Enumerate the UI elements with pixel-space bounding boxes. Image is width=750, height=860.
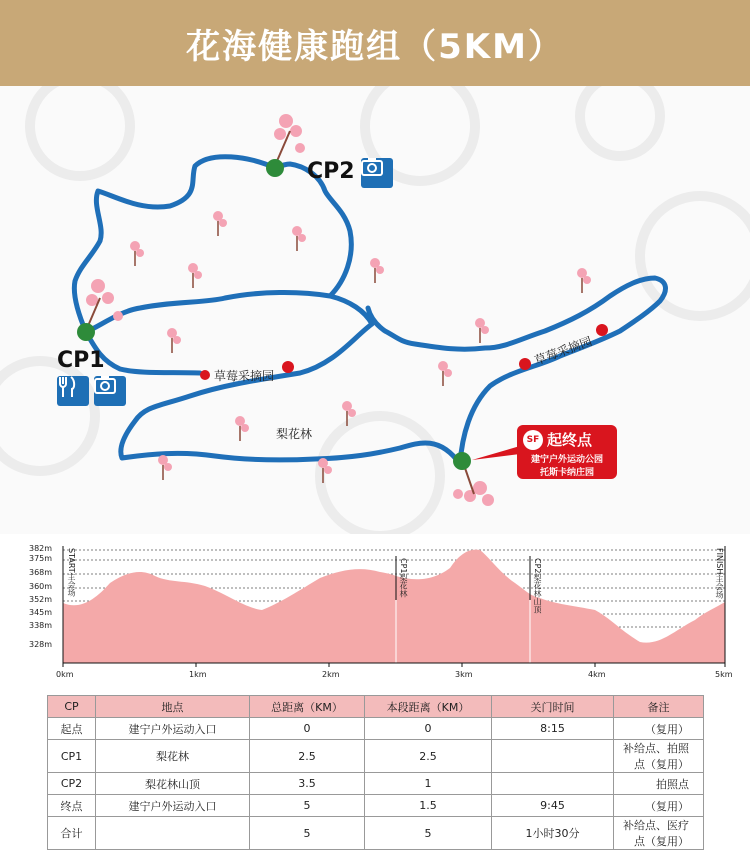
blossom-tree-icon	[188, 263, 202, 288]
strawberry-icon	[596, 324, 608, 336]
blossom-tree-icon	[577, 268, 591, 293]
table-cell: 建宁户外运动入口	[96, 718, 250, 740]
column-header: 关门时间	[492, 696, 614, 718]
route-map-svg	[0, 86, 750, 534]
y-tick-label: 345m	[29, 608, 53, 617]
restaurant-icon	[57, 376, 89, 406]
table-cell: 8:15	[492, 718, 614, 740]
column-header: CP	[48, 696, 96, 718]
strawberry-icon	[519, 358, 531, 370]
table-cell: （复用）	[614, 795, 704, 817]
y-tick-label: 382m	[29, 544, 53, 553]
elevation-svg	[0, 538, 750, 683]
camera-icon	[361, 158, 393, 188]
strawberry-icon	[282, 361, 294, 373]
table-row	[48, 773, 704, 795]
table-cell: 3.5	[250, 773, 365, 795]
route-map	[0, 86, 750, 534]
x-tick-label: 1km	[189, 670, 207, 679]
start-finish-box[interactable]	[517, 425, 617, 479]
blossom-tree-icon	[292, 226, 306, 251]
table-cell: 合计	[48, 817, 96, 850]
blossom-tree-icon	[235, 416, 249, 441]
table-cell: 5	[250, 795, 365, 817]
blossom-tree-icon	[130, 241, 144, 266]
table-cell: 2.5	[250, 740, 365, 773]
table-cell: 9:45	[492, 795, 614, 817]
cp1-marker[interactable]	[77, 323, 95, 341]
table-cell: 补给点、拍照点（复用）	[614, 740, 704, 773]
table-cell: CP2	[48, 773, 96, 795]
start-finish-marker[interactable]	[453, 452, 471, 470]
blossom-tree-icon	[167, 328, 181, 353]
column-header: 本段距离（KM）	[365, 696, 492, 718]
x-tick-label: 2km	[322, 670, 340, 679]
cp1-blossom-icon	[86, 279, 123, 326]
strawberry-garden-label-2: 草莓采摘园	[532, 334, 594, 368]
table-cell: 拍照点	[614, 773, 704, 795]
camera-icon	[94, 376, 126, 406]
blossom-tree-icon	[370, 258, 384, 283]
table-cell	[492, 740, 614, 773]
cp2-label: CP2	[307, 159, 355, 184]
cp2-marker[interactable]	[266, 159, 284, 177]
blossom-tree-icon	[158, 455, 172, 480]
x-tick-label: 0km	[56, 670, 74, 679]
blossom-tree-icon	[438, 361, 452, 386]
sf-title: 起终点	[547, 431, 593, 449]
table-cell: 梨花林山顶	[96, 773, 250, 795]
sf-badge-icon: SF	[523, 430, 543, 450]
column-header: 备注	[614, 696, 704, 718]
background-pattern	[0, 86, 750, 534]
strawberry-garden-label: 草莓采摘园	[214, 369, 275, 383]
cp1-label: CP1	[57, 348, 105, 373]
cp1-elevation-marker: CP1梨花林	[399, 558, 408, 598]
x-tick-label: 3km	[455, 670, 473, 679]
blossom-tree-icon	[213, 211, 227, 236]
table-cell: 5	[365, 817, 492, 850]
sf-blossom-icon	[453, 468, 494, 506]
table-cell: 5	[250, 817, 365, 850]
cp2-blossom-icon	[274, 114, 305, 161]
table-cell: 起点	[48, 718, 96, 740]
table-header-row	[48, 696, 704, 718]
y-tick-label: 328m	[29, 640, 53, 649]
sf-pointer	[472, 446, 520, 460]
table-cell: 补给点、医疗点（复用）	[614, 817, 704, 850]
column-header: 总距离（KM）	[250, 696, 365, 718]
table-cell: CP1	[48, 740, 96, 773]
y-tick-label: 338m	[29, 621, 53, 630]
y-tick-label: 375m	[29, 554, 53, 563]
y-tick-label: 360m	[29, 582, 53, 591]
sf-location-line2: 托斯卡纳庄园	[539, 468, 594, 478]
table-cell: 0	[250, 718, 365, 740]
strawberry-icon	[200, 370, 210, 380]
y-tick-label: 352m	[29, 595, 53, 604]
table-cell: 1.5	[365, 795, 492, 817]
sf-location-line1: 建宁户外运动公园	[530, 455, 603, 465]
table-cell	[492, 773, 614, 795]
page-title: 花海健康跑组（5KM）	[186, 26, 564, 67]
x-tick-label: 5km	[715, 670, 733, 679]
table-row	[48, 817, 704, 850]
table-cell: 1	[365, 773, 492, 795]
title-banner	[0, 0, 750, 86]
cp2-elevation-marker: CP2梨花林山顶	[533, 558, 542, 614]
table-cell: 梨花林	[96, 740, 250, 773]
table-cell: 建宁户外运动入口	[96, 795, 250, 817]
table-row	[48, 718, 704, 740]
table-cell: 终点	[48, 795, 96, 817]
table-cell: （复用）	[614, 718, 704, 740]
table-row	[48, 740, 704, 773]
table-row	[48, 795, 704, 817]
checkpoint-table	[47, 695, 704, 850]
y-tick-label: 368m	[29, 568, 53, 577]
finish-elevation-marker: FINISH主会场	[715, 548, 724, 599]
elevation-profile	[0, 538, 750, 683]
table-cell: 1小时30分	[492, 817, 614, 850]
column-header: 地点	[96, 696, 250, 718]
pear-forest-label: 梨花林	[276, 427, 313, 441]
elevation-area	[63, 550, 725, 663]
table-cell: 2.5	[365, 740, 492, 773]
x-tick-label: 4km	[588, 670, 606, 679]
table-cell: 0	[365, 718, 492, 740]
blossom-tree-icon	[475, 318, 489, 343]
start-elevation-marker: START主会场	[67, 548, 76, 597]
table-cell	[96, 817, 250, 850]
